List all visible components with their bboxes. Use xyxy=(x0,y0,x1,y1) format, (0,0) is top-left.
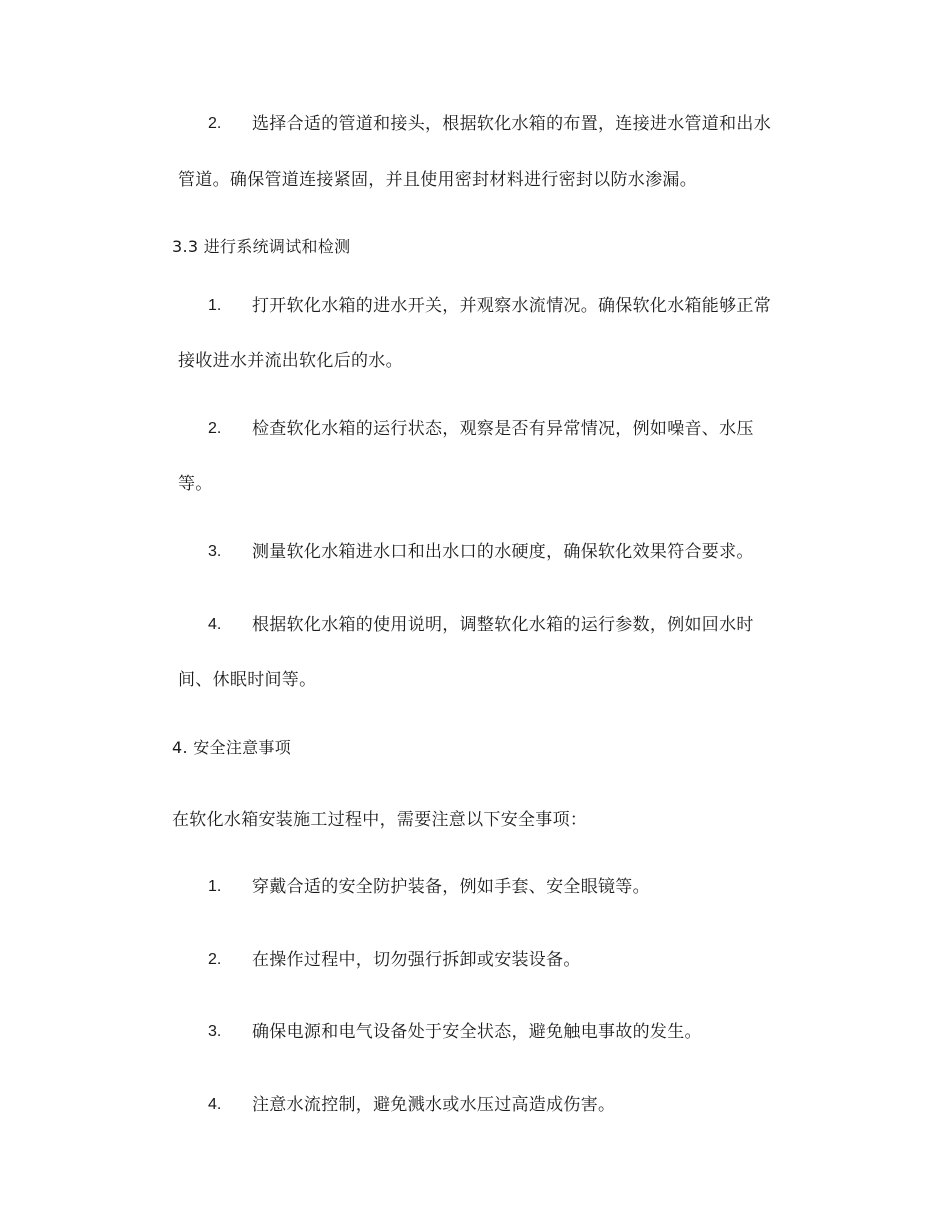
list-item-number: 4. xyxy=(208,1096,222,1113)
list-item-number: 3. xyxy=(208,543,222,560)
list-item-number: 2. xyxy=(208,420,222,437)
section-heading-4: 4. 安全注意事项 xyxy=(172,738,292,757)
list-item-number: 4. xyxy=(208,616,222,633)
list-item-text-line1: 选择合适的管道和接头，根据软化水箱的布置，连接进水管道和出水 xyxy=(252,114,771,134)
list-item-text-line1: 根据软化水箱的使用说明，调整软化水箱的运行参数，例如回水时 xyxy=(252,615,754,635)
list-item-number: 1. xyxy=(208,878,222,895)
list-item-text-line1: 穿戴合适的安全防护装备，例如手套、安全眼镜等。 xyxy=(252,877,650,897)
list-item-text-line2: 管道。确保管道连接紧固，并且使用密封材料进行密封以防水渗漏。 xyxy=(178,170,697,190)
list-item-text-line1: 确保电源和电气设备处于安全状态，避免触电事故的发生。 xyxy=(252,1022,702,1042)
list-item-text-line1: 在操作过程中，切勿强行拆卸或安装设备。 xyxy=(252,950,581,970)
list-item-text-line1: 检查软化水箱的运行状态，观察是否有异常情况，例如噪音、水压 xyxy=(252,419,754,439)
list-item-text-line1: 打开软化水箱的进水开关，并观察水流情况。确保软化水箱能够正常 xyxy=(252,296,771,316)
list-item-number: 1. xyxy=(208,297,222,314)
list-item-number: 2. xyxy=(208,115,222,132)
list-item-text-line1: 测量软化水箱进水口和出水口的水硬度，确保软化效果符合要求。 xyxy=(252,542,754,562)
list-item-text-line2: 等。 xyxy=(178,474,213,494)
list-item-text-line2: 接收进水并流出软化后的水。 xyxy=(178,351,403,371)
section-heading-3-3: 3.3 进行系统调试和检测 xyxy=(172,237,351,256)
list-item-text-line1: 注意水流控制，避免溅水或水压过高造成伤害。 xyxy=(252,1095,616,1115)
list-item-number: 2. xyxy=(208,951,222,968)
list-item-number: 3. xyxy=(208,1023,222,1040)
list-item-text-line2: 间、休眠时间等。 xyxy=(178,670,317,690)
section-intro: 在软化水箱安装施工过程中，需要注意以下安全事项： xyxy=(172,810,588,830)
